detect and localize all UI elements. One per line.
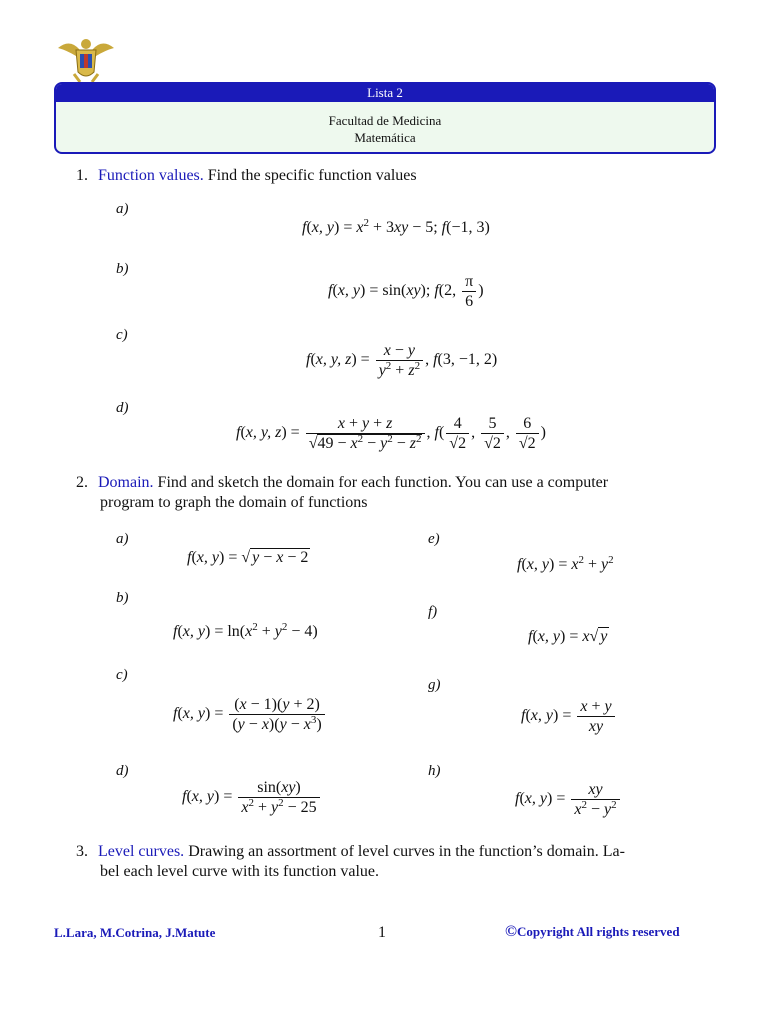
question-3-title: Level curves. bbox=[98, 843, 185, 860]
question-2-heading bbox=[76, 474, 716, 492]
copyright-text: Copyright All rights reserved bbox=[516, 924, 680, 939]
q1-label-b: b) bbox=[116, 261, 129, 277]
question-3-text-line1: Drawing an assortment of level curves in the function’s domain. La- bbox=[188, 843, 625, 860]
q2-label-c: c) bbox=[116, 667, 128, 683]
q2-formula-b: f(x, $y) = \ln(x^2 + y^2 - 4)$ bbox=[173, 621, 318, 640]
q1-formula-a: f(x, $y) = x^2 + 3xy - 5$; f(−1, 3) bbox=[302, 217, 490, 236]
question-3-number: 3. bbox=[76, 843, 88, 860]
q1-label-d: d) bbox=[116, 400, 129, 416]
q1-formula-d: f(x, y, z) = $\frac{x + y + z}{√49 - x^2 - y^2 - z^2}$ , f( $\frac{4}{√2}$ , $\frac{5}{√2}$ , $\frac{6}{√2}$ ) bbox=[236, 415, 546, 452]
q2-label-a: a) bbox=[116, 531, 129, 547]
question-1-number: 1. bbox=[76, 167, 88, 184]
question-2-number: 2. bbox=[76, 474, 88, 491]
header-subject: Matemática bbox=[354, 130, 416, 145]
q2-formula-c: f(x, y) = $\frac{(x - 1)(y + 2)}{(y - x)(y - x^3)}$ bbox=[173, 695, 327, 734]
footer-copyright bbox=[505, 923, 680, 941]
q1-formula-b: f(x, y) = sin(xy); f(2, $\frac{\pi}{6}$ ) bbox=[328, 273, 484, 310]
question-3-text-line2: bel each level curve with its function value. bbox=[100, 863, 380, 880]
q1-label-c: c) bbox=[116, 327, 128, 343]
copyright-icon: © bbox=[505, 923, 517, 940]
q2-formula-f: f(x, y) = x√ y bbox=[528, 628, 608, 645]
header-title: Lista 2 bbox=[56, 84, 714, 102]
question-2-title: Domain. bbox=[98, 474, 154, 491]
question-1-text: Find the specific function values bbox=[207, 167, 417, 184]
q2-label-d: d) bbox=[116, 763, 129, 779]
university-crest-logo bbox=[54, 34, 118, 84]
footer-authors: L.Lara, M.Cotrina, J.Matute bbox=[54, 925, 216, 940]
question-1-heading bbox=[76, 167, 417, 185]
question-2-text-line1: Find and sketch the domain for each function. You can use a computer bbox=[157, 474, 609, 491]
q1-label-a: a) bbox=[116, 201, 129, 217]
q1-formula-c: f(x, y, z) = $\frac{x - y}{y^2 + z^2}$ , f(3, −1, 2) bbox=[306, 342, 498, 379]
q2-label-h: h) bbox=[428, 763, 441, 779]
question-3-heading bbox=[76, 843, 716, 861]
header-box bbox=[54, 82, 716, 154]
page-number: 1 bbox=[378, 924, 386, 941]
q2-label-f: f) bbox=[428, 604, 438, 620]
q2-formula-a: f(x, y) = √ y − x − 2 bbox=[187, 549, 309, 566]
q2-label-g: g) bbox=[428, 677, 441, 693]
q2-formula-h: f(x, y) = $\frac{xy}{x^2 - y^2}$ bbox=[515, 780, 622, 819]
q2-formula-e: f(x, $y) = x^2 + y^2$ bbox=[517, 554, 614, 573]
q2-label-b: b) bbox=[116, 590, 129, 606]
question-2-text-line2: program to graph the domain of functions bbox=[100, 494, 368, 511]
q2-formula-g: f(x, y) = $\frac{x + y}{xy}$ bbox=[521, 697, 617, 736]
question-1-title: Function values. bbox=[98, 167, 204, 184]
q2-label-e: e) bbox=[428, 531, 440, 547]
q2-formula-d: f(x, y) = $\frac{\sin(xy)}{x^2 + y^2 - 25}$ bbox=[182, 778, 322, 817]
header-faculty: Facultad de Medicina bbox=[328, 113, 442, 128]
